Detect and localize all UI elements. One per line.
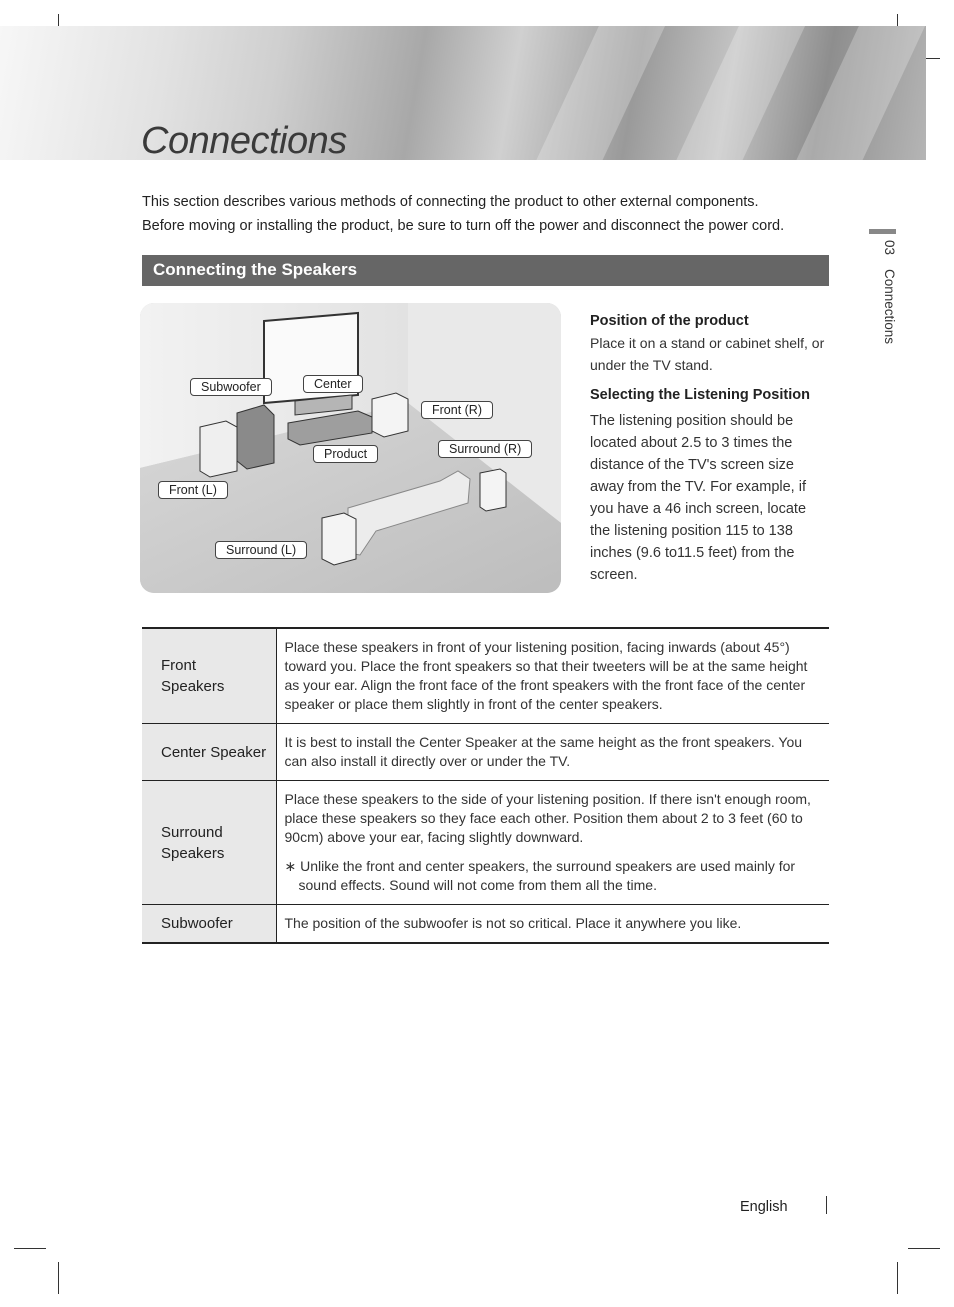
row-header xyxy=(142,724,276,781)
table-row xyxy=(142,628,829,724)
position-heading: Position of the product xyxy=(590,313,749,329)
row-description xyxy=(276,905,829,944)
table-row xyxy=(142,781,829,905)
label-front-r: Front (R) xyxy=(421,401,493,419)
row-header-text: Front Speakers xyxy=(161,657,225,695)
row-header xyxy=(142,628,276,724)
listening-heading: Selecting the Listening Position xyxy=(590,387,810,403)
label-front-l: Front (L) xyxy=(158,481,228,499)
placement-notes xyxy=(590,310,830,586)
row-description xyxy=(276,724,829,781)
label-surround-r: Surround (R) xyxy=(438,440,532,458)
footer-language: English xyxy=(740,1199,788,1215)
intro-line: Before moving or installing the product, be sure to turn off the power and disconnect the power cord. xyxy=(142,218,785,234)
side-tab xyxy=(877,240,897,380)
row-text: The position of the subwoofer is not so critical. Place it anywhere you like. xyxy=(284,915,742,931)
label-product: Product xyxy=(313,445,378,463)
header-banner xyxy=(0,26,926,160)
page-title: Connections xyxy=(141,120,347,162)
intro-line: This section describes various methods of connecting the product to other external components. xyxy=(142,194,759,210)
front-right-shape xyxy=(372,393,408,437)
label-center: Center xyxy=(303,375,363,393)
row-text: Place these speakers to the side of your listening position. If there isn't enough room, place these speakers so they face each other. Position them about 2 to 3 feet (60 to 90cm) above your ear, facing slightly downward. xyxy=(284,791,811,845)
position-text: Place it on a stand or cabinet shelf, or under the TV stand. xyxy=(590,335,825,373)
crop-mark xyxy=(14,1248,46,1249)
row-text: Place these speakers in front of your listening position, facing inwards (about 45°) toward you. Place the front speakers so that their tweeters will be at the same height as your ear. Align the front face of the front speakers with the front face of the center speaker or place them slightly in front of the center speakers. xyxy=(284,639,808,712)
chapter-number: 03 xyxy=(882,240,897,256)
table-row xyxy=(142,905,829,944)
speaker-placement-table xyxy=(142,627,829,944)
section-title: Connecting the Speakers xyxy=(153,260,358,279)
label-subwoofer: Subwoofer xyxy=(190,378,272,396)
listening-text: The listening position should be located about 2.5 to 3 times the distance of the TV's screen size away from the TV. For example, if you have a 46 inch screen, locate the listening position 115 to 138 inches (9.6 to11.5 feet) from the screen. xyxy=(590,413,807,583)
surround-left-shape xyxy=(322,513,356,565)
row-description xyxy=(276,628,829,724)
footer-divider xyxy=(826,1196,827,1214)
crop-mark xyxy=(897,1262,898,1294)
subwoofer-shape xyxy=(237,405,274,469)
front-left-shape xyxy=(200,421,237,477)
row-header-text: Surround Speakers xyxy=(161,823,225,862)
row-header-text: Center Speaker xyxy=(161,743,267,761)
label-surround-l: Surround (L) xyxy=(215,541,307,559)
row-note: ∗ Unlike the front and center speakers, the surround speakers are used mainly for sound effects. Sound will not come from them all the time. xyxy=(284,858,796,893)
row-header xyxy=(142,905,276,944)
row-header xyxy=(142,781,276,905)
row-header-text: Subwoofer xyxy=(161,915,233,932)
table-row xyxy=(142,724,829,781)
row-description xyxy=(276,781,829,905)
speaker-layout-diagram xyxy=(140,303,561,593)
row-text: It is best to install the Center Speaker at the same height as the front speakers. You can also install it directly over or under the TV. xyxy=(284,734,803,769)
section-header xyxy=(142,255,829,286)
crop-mark xyxy=(58,1262,59,1294)
surround-right-shape xyxy=(480,469,506,511)
chapter-label: Connections xyxy=(882,268,897,344)
intro-text xyxy=(142,190,832,238)
crop-mark xyxy=(908,1248,940,1249)
side-tab-marker xyxy=(869,229,896,234)
